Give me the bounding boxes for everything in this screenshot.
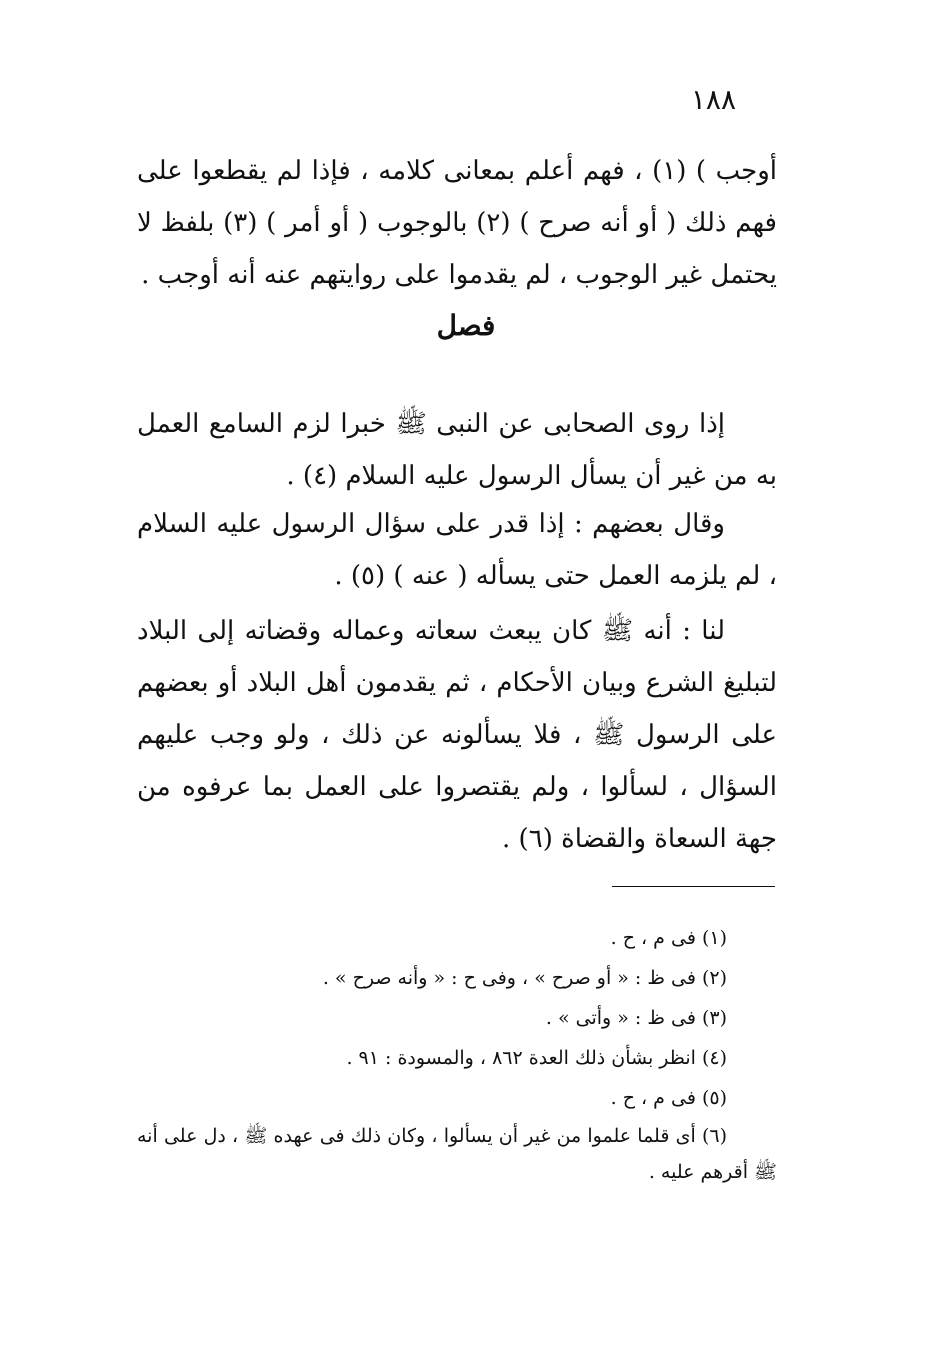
paragraph-text: أوجب ) (١) ، فهم أعلم بمعانى كلامه ، فإذا لم يقطعوا على فهم ذلك ( أو أنه صرح ) (٢) بالوجوب ( أو أمر ) (٣) بلفظ لا يحتمل غير الوجوب ، لم يقدموا على روايتهم عنه أنه أوجب . xyxy=(137,156,778,290)
footnote-5: (٥) فى م ، ح . xyxy=(610,1087,727,1109)
footnote-3: (٣) فى ظ : « وأتى » . xyxy=(545,1007,727,1029)
paragraph-2 xyxy=(137,498,777,602)
paragraph-text: إذا روى الصحابى عن النبى ﷺ خبرا لزم السامع العمل به من غير أن يسأل الرسول عليه السلام (٤) . xyxy=(137,409,777,491)
footnote-2: (٢) فى ظ : « أو صرح » ، وفى ح : « وأنه صرح » . xyxy=(322,967,727,989)
paragraph-3 xyxy=(137,605,777,865)
page-number: ١٨٨ xyxy=(690,83,736,116)
footnote-divider xyxy=(612,886,775,887)
paragraph-text: وقال بعضهم : إذا قدر على سؤال الرسول عليه السلام ، لم يلزمه العمل حتى يسأله ( عنه ) (٥) . xyxy=(137,509,777,591)
paragraph-text: لنا : أنه ﷺ كان يبعث سعاته وعماله وقضاته إلى البلاد لتبليغ الشرع وبيان الأحكام ، ثم يقدمون أهل البلاد أو بعضهم على الرسول ﷺ ، فلا يسألونه عن ذلك ، ولو وجب عليهم السؤال ، لسألوا ، ولم يقتصروا على العمل بما عرفوه من جهة السعاة والقضاة (٦) . xyxy=(137,616,777,854)
footnote-4: (٤) انظر بشأن ذلك العدة ٨٦٢ ، والمسودة : ٩١ . xyxy=(346,1047,727,1069)
intro-paragraph xyxy=(137,145,777,301)
section-heading: فصل xyxy=(436,309,496,342)
paragraph-1 xyxy=(137,398,777,502)
footnotes xyxy=(137,918,777,1190)
footnote-6: (٦) أى قلما علموا من غير أن يسألوا ، وكان ذلك فى عهده ﷺ ، دل على أنه ﷺ أقرهم عليه . xyxy=(137,1125,777,1183)
footnote-1: (١) فى م ، ح . xyxy=(610,927,727,949)
